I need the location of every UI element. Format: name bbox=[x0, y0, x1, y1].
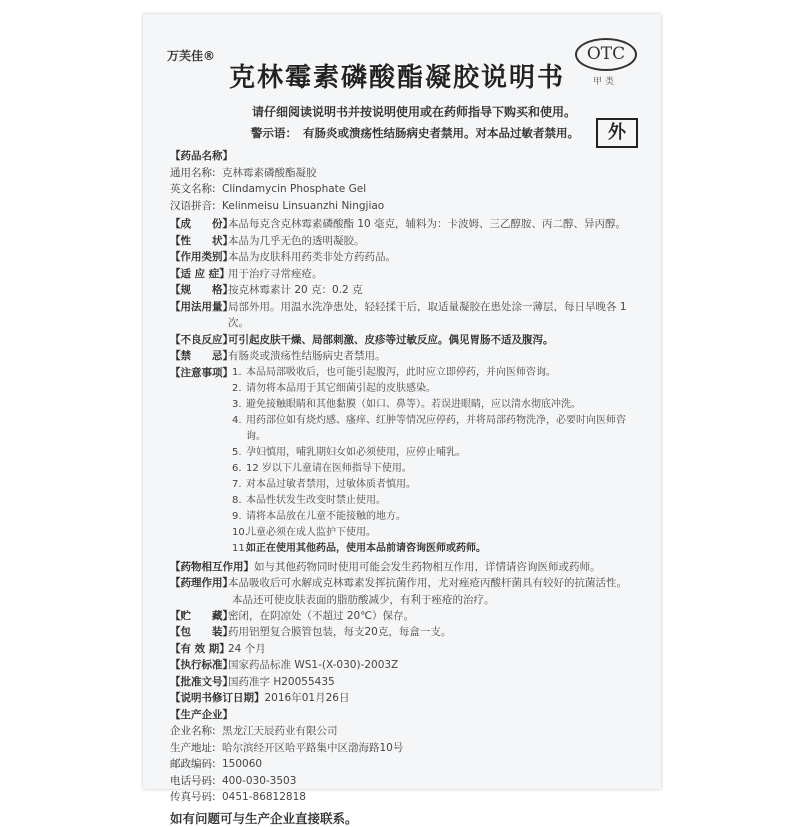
field-label: 【禁 忌】 bbox=[170, 350, 233, 362]
usage-row bbox=[170, 299, 640, 332]
field-label: 【药理作用】 bbox=[170, 577, 233, 589]
brand-logo: 万芙佳® bbox=[167, 49, 216, 63]
field-label: 【药物相互作用】 bbox=[170, 560, 254, 573]
package-row bbox=[170, 624, 640, 641]
adverse-row bbox=[170, 332, 640, 349]
spec-value: 按克林霉素计 20 克：0.2 克 bbox=[228, 284, 363, 296]
field-label: 【规 格】 bbox=[170, 284, 233, 296]
approval-value: 国药准字 H20055435 bbox=[228, 675, 335, 688]
field-label: 【执行标准】 bbox=[170, 659, 233, 671]
field-label: 【适 应 症】 bbox=[170, 267, 230, 280]
contraindication-row bbox=[170, 348, 640, 365]
pinyin-row bbox=[170, 198, 640, 215]
address-row bbox=[170, 740, 640, 757]
fax-value: 0451-86812818 bbox=[222, 791, 306, 803]
pharmacology-value: 本品吸收后可水解成克林霉素发挥抗菌作用，尤对痤疮丙酸杆菌具有较好的抗菌活性。 bbox=[228, 577, 627, 589]
indication-value: 用于治疗寻常痤疮。 bbox=[228, 267, 323, 280]
company-name-row bbox=[170, 723, 640, 740]
field-label: 生产地址: bbox=[170, 741, 216, 754]
field-label: 【批准文号】 bbox=[170, 675, 233, 688]
revision-date-row bbox=[170, 690, 640, 707]
field-label: 邮政编码: bbox=[170, 758, 216, 770]
field-label: 【说明书修订日期】 bbox=[170, 692, 265, 704]
drug-name-section bbox=[170, 148, 640, 165]
field-label: 【成 份】 bbox=[170, 218, 233, 230]
fax-row bbox=[170, 789, 640, 806]
leaflet-sheet bbox=[143, 14, 661, 826]
field-label: 传真号码: bbox=[170, 791, 216, 803]
warning-label: 警示语： bbox=[251, 126, 297, 140]
character-row bbox=[170, 233, 640, 250]
reading-instruction: 请仔细阅读说明书并按说明使用或在药师指导下购买和使用。 bbox=[252, 105, 577, 119]
field-label: 电话号码: bbox=[170, 774, 216, 787]
field-label: 【有 效 期】 bbox=[170, 642, 230, 655]
field-label: 【包 装】 bbox=[170, 626, 233, 638]
list-item: 8. 本品性状发生改变时禁止使用。 bbox=[232, 494, 386, 506]
english-name-row bbox=[170, 181, 640, 198]
contraindication-value: 有肠炎或溃疡性结肠病史者禁用。 bbox=[228, 350, 386, 362]
contact-note: 如有问题可与生产企业直接联系。 bbox=[170, 810, 358, 826]
list-item: 1. 本品局部吸收后，也可能引起腹泻，此时应立即停药，并向医师咨询。 bbox=[232, 366, 556, 378]
leaflet-body bbox=[170, 148, 640, 827]
field-label: 【不良反应】 bbox=[170, 333, 233, 346]
indication-row bbox=[170, 266, 640, 283]
field-label: 汉语拼音: bbox=[170, 199, 216, 212]
section-label: 【生产企业】 bbox=[170, 708, 233, 721]
composition-value: 本品每克含克林霉素磷酸酯 10 毫克，辅料为：卡波姆、三乙醇胺、丙二醇、异丙醇。 bbox=[228, 218, 627, 230]
list-item: 11. 如正在使用其他药品，使用本品前请咨询医师或药师。 bbox=[232, 542, 486, 554]
list-item: 9. 请将本品放在儿童不能接触的地方。 bbox=[232, 510, 406, 522]
field-label: 【贮 藏】 bbox=[170, 609, 233, 622]
list-item: 4. 用药部位如有烧灼感、瘙痒、红肿等情况应停药，并将局部药物洗净，必要时向医师咨询。 bbox=[232, 414, 626, 442]
warning-text: 有肠炎或溃疡性结肠病史者禁用。对本品过敏者禁用。 bbox=[303, 126, 579, 140]
interaction-value: 如与其他药物同时使用可能会发生药物相互作用，详情请咨询医师或药师。 bbox=[254, 560, 601, 573]
approval-row bbox=[170, 674, 640, 691]
phone-value: 400-030-3503 bbox=[222, 774, 297, 787]
generic-name-row bbox=[170, 165, 640, 182]
postcode-row bbox=[170, 756, 640, 773]
field-label: 【用法用量】 bbox=[170, 300, 233, 313]
category-row bbox=[170, 249, 640, 266]
validity-value: 24 个月 bbox=[228, 642, 266, 655]
interaction-row bbox=[170, 559, 640, 576]
generic-name-value: 克林霉素磷酸酯凝胶 bbox=[222, 166, 317, 179]
postcode-value: 150060 bbox=[222, 758, 263, 770]
composition-row bbox=[170, 216, 640, 233]
phone-row bbox=[170, 773, 640, 790]
list-item: 2. 请勿将本品用于其它细菌引起的皮肤感染。 bbox=[232, 382, 436, 394]
company-name-value: 黑龙江天辰药业有限公司 bbox=[222, 725, 338, 737]
pharmacology-row bbox=[170, 575, 640, 592]
pharmacology-value-continued: 本品还可使皮肤表面的脂肪酸减少，有利于痤疮的治疗。 bbox=[232, 593, 495, 606]
address-value: 哈尔滨经开区哈平路集中区渤海路10号 bbox=[222, 741, 404, 754]
manufacturer-section bbox=[170, 707, 640, 724]
list-item: 7. 对本品过敏者禁用，过敏体质者慎用。 bbox=[232, 478, 416, 490]
field-label: 【作用类别】 bbox=[170, 251, 233, 263]
standard-row bbox=[170, 657, 640, 674]
spec-row bbox=[170, 282, 640, 299]
otc-mark bbox=[575, 38, 635, 87]
package-value: 药用铝塑复合膜管包装，每支20克，每盒一支。 bbox=[228, 626, 452, 638]
otc-class-label: 甲类 bbox=[592, 77, 617, 87]
category-value: 本品为皮肤科用药类非处方药药品。 bbox=[228, 251, 396, 263]
section-label: 【药品名称】 bbox=[170, 150, 233, 162]
storage-value: 密闭，在阴凉处（不超过 20℃）保存。 bbox=[228, 609, 414, 622]
field-label: 【注意事项】 bbox=[170, 366, 233, 379]
list-item: 10. 儿童必须在成人监护下使用。 bbox=[232, 526, 376, 538]
field-label: 通用名称: bbox=[170, 166, 216, 179]
field-label: 【性 状】 bbox=[170, 234, 233, 247]
otc-oval-label: OTC bbox=[575, 38, 637, 71]
page-title: 克林霉素磷酸酯凝胶说明书 bbox=[229, 63, 566, 93]
list-item: 6. 12 岁以下儿童请在医师指导下使用。 bbox=[232, 462, 412, 474]
usage-value: 局部外用。用温水洗净患处，轻轻揉干后，取适量凝胶在患处涂一薄层，每日早晚各 1 次。 bbox=[228, 300, 627, 329]
english-name-value: Clindamycin Phosphate Gel bbox=[222, 183, 367, 195]
storage-row bbox=[170, 608, 640, 625]
field-label: 企业名称: bbox=[170, 725, 216, 737]
external-use-badge: 外 bbox=[596, 118, 638, 148]
standard-value: 国家药品标准 WS1-(X-030)-2003Z bbox=[228, 659, 399, 671]
precautions-list bbox=[232, 365, 640, 557]
list-item: 3. 避免接触眼睛和其他黏膜（如口、鼻等）。若误进眼睛，应以清水彻底冲洗。 bbox=[232, 398, 581, 410]
field-label: 英文名称: bbox=[170, 183, 216, 195]
list-item: 5. 孕妇慎用，哺乳期妇女如必须使用，应停止哺乳。 bbox=[232, 446, 466, 458]
warning-line bbox=[251, 125, 579, 141]
character-value: 本品为几乎无色的透明凝胶。 bbox=[228, 234, 365, 247]
adverse-value: 可引起皮肤干燥、局部刺激、皮疹等过敏反应。偶见胃肠不适及腹泻。 bbox=[228, 333, 554, 346]
validity-row bbox=[170, 641, 640, 658]
revision-date-value: 2016年01月26日 bbox=[264, 692, 350, 704]
pinyin-value: Kelinmeisu Linsuanzhi Ningjiao bbox=[222, 199, 385, 212]
